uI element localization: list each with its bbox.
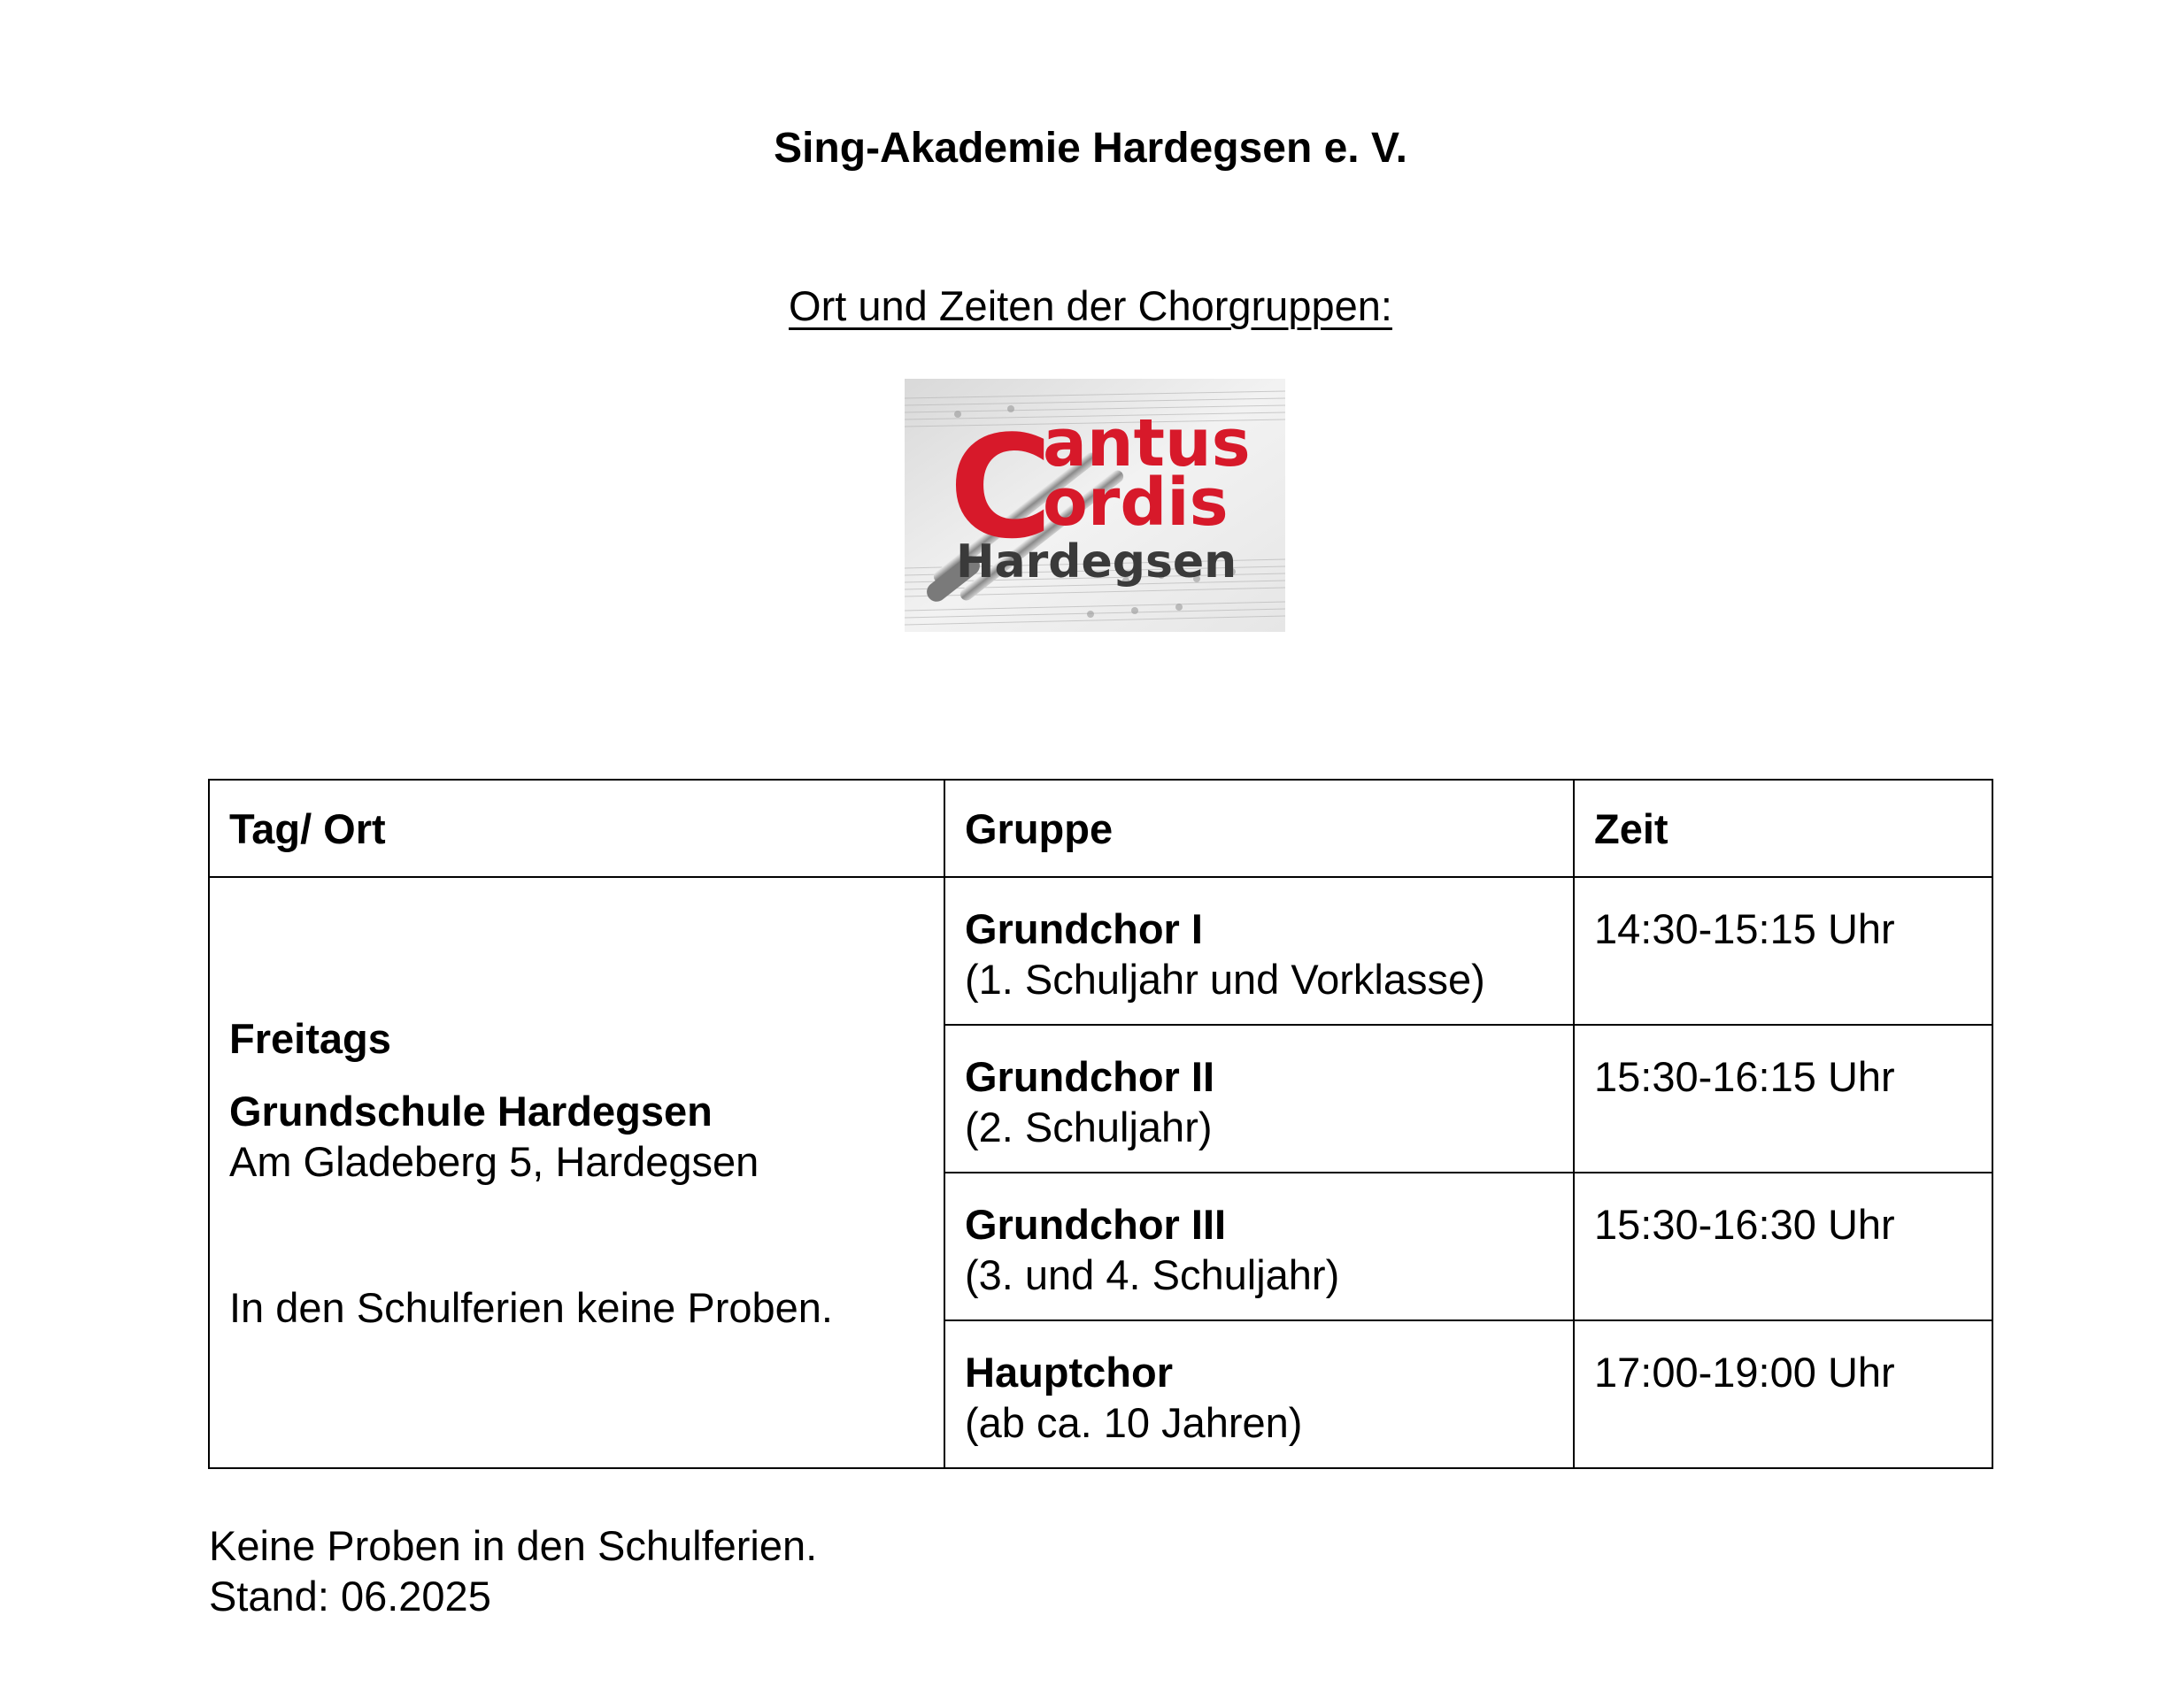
group-name: Grundchor I — [965, 905, 1203, 952]
time-cell: 15:30-16:15 Uhr — [1574, 1025, 1992, 1173]
time-cell: 17:00-19:00 Uhr — [1574, 1320, 1992, 1468]
logo-line-cordis: ordis — [1043, 465, 1229, 541]
footer-date-stand: Stand: 06.2025 — [209, 1573, 491, 1620]
table-header-row — [209, 780, 1992, 877]
schedule-table — [208, 779, 1993, 1469]
group-cell — [944, 1025, 1574, 1173]
footer-no-rehearsals: Keine Proben in den Schulferien. — [209, 1522, 818, 1569]
group-detail: (2. Schuljahr) — [965, 1104, 1213, 1150]
group-detail: (1. Schuljahr und Vorklasse) — [965, 956, 1485, 1003]
logo-line-cantus: antus — [1043, 405, 1251, 481]
page-subtitle — [0, 280, 2181, 333]
place-address: Am Gladeberg 5, Hardegsen — [229, 1137, 759, 1185]
group-detail: (3. und 4. Schuljahr) — [965, 1251, 1340, 1298]
place-cell — [209, 877, 944, 1468]
group-detail: (ab ca. 10 Jahren) — [965, 1399, 1303, 1446]
place-note: In den Schulferien keine Proben. — [229, 1283, 833, 1331]
group-name: Grundchor II — [965, 1053, 1214, 1100]
group-cell — [944, 877, 1574, 1025]
group-name: Hauptchor — [965, 1349, 1173, 1396]
time-cell: 15:30-16:30 Uhr — [1574, 1173, 1992, 1320]
group-cell — [944, 1320, 1574, 1468]
header-gruppe: Gruppe — [944, 780, 1574, 877]
table-row — [209, 877, 1992, 1025]
place-day: Freitags — [229, 1014, 391, 1062]
footer-notes — [209, 1520, 817, 1621]
logo-line-hardegsen: Hardegsen — [956, 535, 1237, 589]
group-name: Grundchor III — [965, 1201, 1227, 1248]
group-cell — [944, 1173, 1574, 1320]
subtitle-text: Ort und Zeiten der Chorgruppen: — [789, 282, 1392, 329]
time-cell: 14:30-15:15 Uhr — [1574, 877, 1992, 1025]
page-title: Sing-Akademie Hardegsen e. V. — [774, 125, 1407, 172]
header-zeit: Zeit — [1574, 780, 1992, 877]
header-tag-ort: Tag/ Ort — [209, 780, 944, 877]
place-school: Grundschule Hardegsen — [229, 1087, 713, 1135]
cantus-cordis-logo — [905, 379, 1285, 632]
logo-big-c: C — [949, 404, 1053, 570]
